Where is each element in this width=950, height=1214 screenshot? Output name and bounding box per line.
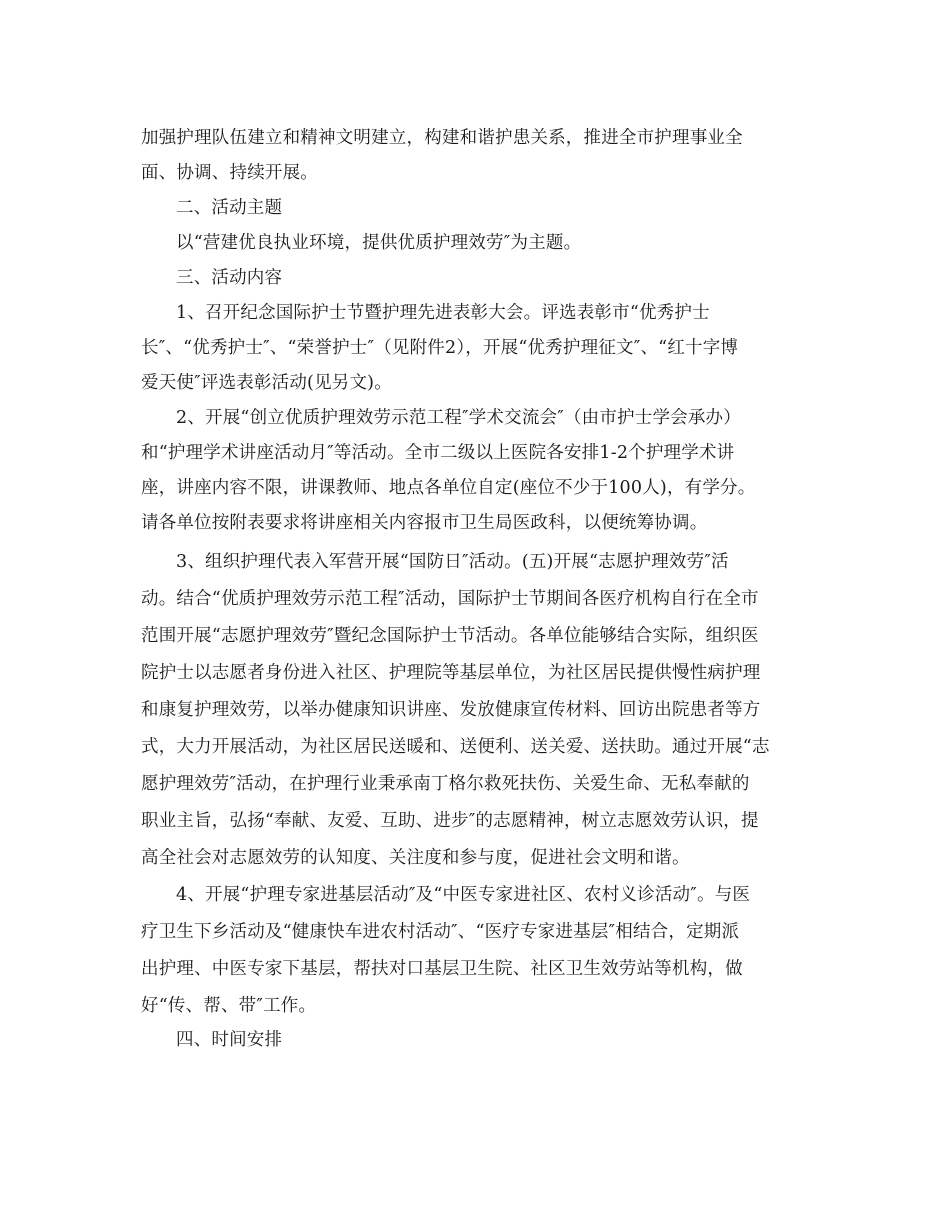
section-heading: 二、活动主题: [176, 198, 283, 218]
section-heading: 三、活动内容: [176, 268, 283, 288]
text-line: 动。结合“优质护理效劳示范工程″活动，国际护士节期间各医疗机构自行在全市: [141, 589, 759, 609]
text-line: 院护士以志愿者身份进入社区、护理院等基层单位，为社区居民提供慢性病护理: [141, 663, 761, 683]
text-line: 和康复护理效劳，以举办健康知识讲座、发放健康宣传材料、回访出院患者等方: [141, 700, 761, 720]
text-line: 长″、“优秀护士″、“荣誉护士″（见附件2），开展“优秀护理征文″、“红十字博: [141, 338, 739, 358]
text-line: 1、召开纪念国际护士节暨护理先进表彰大会。评选表彰市“优秀护士: [176, 303, 710, 323]
section-heading: 四、时间安排: [176, 1030, 283, 1050]
text-line: 出护理、中医专家下基层，帮扶对口基层卫生院、社区卫生效劳站等机构，做: [141, 959, 743, 979]
text-line: 爱天使″评选表彰活动(见另文)。: [141, 373, 392, 393]
text-line: 以“营建优良执业环境，提供优质护理效劳″为主题。: [176, 233, 582, 253]
text-line: 座，讲座内容不限，讲课教师、地点各单位自定(座位不少于100人)，有学分。: [141, 478, 756, 498]
text-line: 2、开展“创立优质护理效劳示范工程″学术交流会″（由市护士学会承办）: [176, 408, 741, 428]
text-line: 请各单位按附表要求将讲座相关内容报市卫生局医政科，以便统筹协调。: [141, 513, 708, 533]
text-line: 面、协调、持续开展。: [141, 163, 318, 183]
text-line: 愿护理效劳″活动，在护理行业秉承南丁格尔救死扶伤、关爱生命、无私奉献的: [141, 774, 750, 794]
text-line: 式，大力开展活动，为社区居民送暖和、送便利、送关爱、送扶助。通过开展“志: [141, 737, 770, 757]
text-line: 4、开展“护理专家进基层活动″及“中医专家进社区、农村义诊活动″。与医: [176, 885, 751, 905]
text-line: 范围开展“志愿护理效劳″暨纪念国际护士节活动。各单位能够结合实际，组织医: [141, 626, 759, 646]
text-line: 加强护理队伍建立和精神文明建立，构建和谐护患关系，推进全市护理事业全: [141, 128, 743, 148]
text-line: 3、组织护理代表入军营开展“国防日″活动。(五)开展“志愿护理效劳″活: [176, 552, 729, 572]
text-line: 好“传、帮、带″工作。: [141, 996, 317, 1016]
text-line: 职业主旨，弘扬“奉献、友爱、互助、进步″的志愿精神，树立志愿效劳认识，提: [141, 811, 759, 831]
text-line: 和“护理学术讲座活动月″等活动。全市二级以上医院各安排1-2个护理学术讲: [141, 443, 735, 463]
text-line: 疗卫生下乡活动及“健康快车进农村活动″、“医疗专家进基层″相结合，定期派: [141, 922, 740, 942]
text-line: 高全社会对志愿效劳的认知度、关注度和参与度，促进社会文明和谐。: [141, 848, 690, 868]
